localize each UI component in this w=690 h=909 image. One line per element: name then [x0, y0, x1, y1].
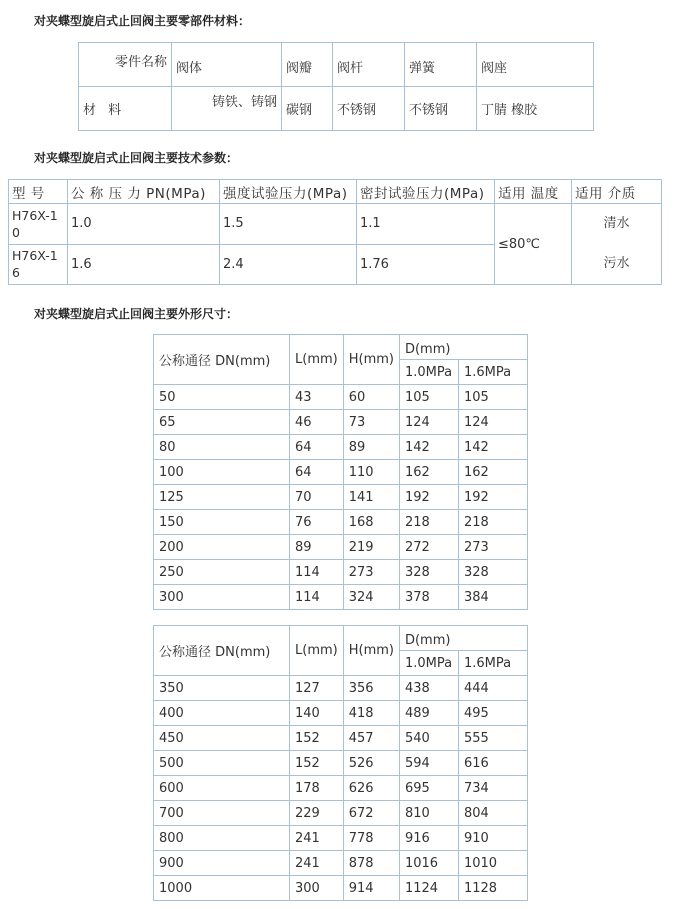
- diameter-1-0-cell: 142: [399, 435, 458, 460]
- pressure-1-0-header: 1.0MPa: [399, 651, 458, 676]
- material-seat: 丁腈 橡胶: [477, 87, 594, 131]
- seal-test-cell: 1.76: [357, 244, 495, 285]
- temperature-header: 适用 温度: [495, 180, 572, 204]
- material-body: 铸铁、铸钢: [172, 87, 282, 131]
- diameter-1-6-cell: 444: [458, 676, 527, 701]
- dn-cell: 50: [154, 385, 290, 410]
- diameter-1-6-cell: 910: [458, 826, 527, 851]
- material-stem: 不锈钢: [333, 87, 405, 131]
- part-seat-header: 阀座: [477, 43, 594, 87]
- tech-row: [9, 204, 662, 245]
- length-cell: 152: [290, 751, 344, 776]
- part-stem-header: 阀杆: [333, 43, 405, 87]
- dn-cell: 300: [154, 585, 290, 610]
- length-cell: 114: [290, 560, 344, 585]
- dn-cell: 400: [154, 701, 290, 726]
- seal-test-cell: 1.1: [357, 204, 495, 245]
- height-cell: 73: [343, 410, 399, 435]
- nominal-pressure-header: 公 称 压 力 PN(MPa): [68, 180, 220, 204]
- pressure-1-6-header: 1.6MPa: [458, 360, 527, 385]
- height-cell: 672: [343, 801, 399, 826]
- length-cell: 152: [290, 726, 344, 751]
- dimensions-table-small: [153, 334, 528, 610]
- height-cell: 219: [343, 535, 399, 560]
- height-cell: 60: [343, 385, 399, 410]
- table-row: [154, 701, 528, 726]
- length-cell: 241: [290, 851, 344, 876]
- part-disc-header: 阀瓣: [282, 43, 333, 87]
- dn-header: 公称通径 DN(mm): [154, 335, 290, 385]
- table-row: [154, 410, 528, 435]
- table-row: [154, 876, 528, 901]
- diameter-1-6-cell: 734: [458, 776, 527, 801]
- dn-cell: 600: [154, 776, 290, 801]
- diameter-1-6-cell: 384: [458, 585, 527, 610]
- table-row: [154, 726, 528, 751]
- dn-cell: 1000: [154, 876, 290, 901]
- dn-cell: 80: [154, 435, 290, 460]
- flange-diameter-header: D(mm): [399, 335, 527, 360]
- diameter-1-0-cell: 594: [399, 751, 458, 776]
- height-cell: 878: [343, 851, 399, 876]
- dimensions-heading: 对夹蝶型旋启式止回阀主要外形尺寸：: [34, 307, 239, 321]
- dn-cell: 100: [154, 460, 290, 485]
- table-row: [154, 676, 528, 701]
- dn-cell: 250: [154, 560, 290, 585]
- tech-heading: 对夹蝶型旋启式止回阀主要技术参数：: [34, 151, 239, 165]
- length-cell: 300: [290, 876, 344, 901]
- length-header: L(mm): [290, 626, 344, 676]
- part-spring-header: 弹簧: [405, 43, 477, 87]
- table-row: [154, 510, 528, 535]
- length-cell: 114: [290, 585, 344, 610]
- diameter-1-0-cell: 1016: [399, 851, 458, 876]
- diameter-1-0-cell: 218: [399, 510, 458, 535]
- diameter-1-0-cell: 695: [399, 776, 458, 801]
- diameter-1-6-cell: 616: [458, 751, 527, 776]
- diameter-1-0-cell: 378: [399, 585, 458, 610]
- length-cell: 76: [290, 510, 344, 535]
- medium-sewage: 污水: [603, 256, 630, 271]
- diameter-1-6-cell: 124: [458, 410, 527, 435]
- length-cell: 46: [290, 410, 344, 435]
- dn-cell: 350: [154, 676, 290, 701]
- diameter-1-0-cell: 540: [399, 726, 458, 751]
- length-cell: 89: [290, 535, 344, 560]
- diameter-1-6-cell: 105: [458, 385, 527, 410]
- strength-test-cell: 1.5: [220, 204, 357, 245]
- dn-cell: 500: [154, 751, 290, 776]
- materials-value-row: [79, 87, 594, 131]
- diameter-1-6-cell: 555: [458, 726, 527, 751]
- diameter-1-6-cell: 273: [458, 535, 527, 560]
- diameter-1-6-cell: 218: [458, 510, 527, 535]
- height-cell: 526: [343, 751, 399, 776]
- dn-cell: 450: [154, 726, 290, 751]
- diameter-1-0-cell: 1124: [399, 876, 458, 901]
- length-cell: 43: [290, 385, 344, 410]
- height-cell: 273: [343, 560, 399, 585]
- diameter-1-6-cell: 142: [458, 435, 527, 460]
- height-cell: 626: [343, 776, 399, 801]
- height-cell: 89: [343, 435, 399, 460]
- material-spring: 不锈钢: [405, 87, 477, 131]
- diameter-1-6-cell: 495: [458, 701, 527, 726]
- diameter-1-0-cell: 192: [399, 485, 458, 510]
- tech-params-table: [8, 179, 662, 285]
- model-header: 型 号: [9, 180, 68, 204]
- height-header: H(mm): [343, 626, 399, 676]
- height-cell: 457: [343, 726, 399, 751]
- height-header: H(mm): [343, 335, 399, 385]
- material-disc: 碳钢: [282, 87, 333, 131]
- height-cell: 324: [343, 585, 399, 610]
- table-row: [154, 851, 528, 876]
- table-row: [154, 435, 528, 460]
- table-row: [154, 535, 528, 560]
- dn-cell: 150: [154, 510, 290, 535]
- part-name-header: 零件名称: [79, 43, 172, 87]
- strength-test-cell: 2.4: [220, 244, 357, 285]
- dim-header-row: [154, 626, 528, 651]
- table-row: [154, 560, 528, 585]
- length-cell: 229: [290, 801, 344, 826]
- dimensions-table-large: [153, 625, 528, 901]
- table-row: [154, 585, 528, 610]
- diameter-1-0-cell: 438: [399, 676, 458, 701]
- dn-cell: 700: [154, 801, 290, 826]
- dim-header-row: [154, 335, 528, 360]
- dn-header: 公称通径 DN(mm): [154, 626, 290, 676]
- materials-heading: 对夹蝶型旋启式止回阀主要零部件材料：: [34, 14, 251, 28]
- length-cell: 64: [290, 435, 344, 460]
- height-cell: 418: [343, 701, 399, 726]
- dn-cell: 65: [154, 410, 290, 435]
- flange-diameter-header: D(mm): [399, 626, 527, 651]
- diameter-1-0-cell: 162: [399, 460, 458, 485]
- length-cell: 140: [290, 701, 344, 726]
- length-cell: 241: [290, 826, 344, 851]
- length-cell: 70: [290, 485, 344, 510]
- length-cell: 64: [290, 460, 344, 485]
- nominal-pressure-cell: 1.6: [68, 244, 220, 285]
- diameter-1-6-cell: 1010: [458, 851, 527, 876]
- dn-cell: 900: [154, 851, 290, 876]
- height-cell: 110: [343, 460, 399, 485]
- length-cell: 127: [290, 676, 344, 701]
- diameter-1-6-cell: 162: [458, 460, 527, 485]
- diameter-1-6-cell: 328: [458, 560, 527, 585]
- model-cell: H76X-16: [9, 244, 68, 285]
- temperature-cell: ≤80℃: [495, 204, 572, 285]
- pressure-1-0-header: 1.0MPa: [399, 360, 458, 385]
- table-row: [154, 751, 528, 776]
- height-cell: 356: [343, 676, 399, 701]
- dn-cell: 800: [154, 826, 290, 851]
- tech-header-row: [9, 180, 662, 204]
- materials-table: [78, 42, 594, 131]
- diameter-1-0-cell: 489: [399, 701, 458, 726]
- pressure-1-6-header: 1.6MPa: [458, 651, 527, 676]
- dn-cell: 125: [154, 485, 290, 510]
- strength-test-header: 强度试验压力(MPa): [220, 180, 357, 204]
- diameter-1-0-cell: 328: [399, 560, 458, 585]
- dn-cell: 200: [154, 535, 290, 560]
- table-row: [154, 826, 528, 851]
- table-row: [154, 776, 528, 801]
- table-row: [154, 460, 528, 485]
- material-row-label: 材 料: [79, 87, 172, 131]
- nominal-pressure-cell: 1.0: [68, 204, 220, 245]
- diameter-1-6-cell: 1128: [458, 876, 527, 901]
- seal-test-header: 密封试验压力(MPa): [357, 180, 495, 204]
- diameter-1-6-cell: 804: [458, 801, 527, 826]
- diameter-1-0-cell: 272: [399, 535, 458, 560]
- medium-clean-water: 清水: [603, 216, 630, 231]
- height-cell: 778: [343, 826, 399, 851]
- height-cell: 914: [343, 876, 399, 901]
- materials-header-row: [79, 43, 594, 87]
- medium-header: 适用 介质: [572, 180, 662, 204]
- part-body-header: 阀体: [172, 43, 282, 87]
- length-cell: 178: [290, 776, 344, 801]
- diameter-1-6-cell: 192: [458, 485, 527, 510]
- model-cell: H76X-10: [9, 204, 68, 245]
- diameter-1-0-cell: 105: [399, 385, 458, 410]
- diameter-1-0-cell: 810: [399, 801, 458, 826]
- medium-cell: [572, 204, 662, 285]
- table-row: [154, 801, 528, 826]
- table-row: [154, 485, 528, 510]
- height-cell: 168: [343, 510, 399, 535]
- diameter-1-0-cell: 916: [399, 826, 458, 851]
- table-row: [154, 385, 528, 410]
- length-header: L(mm): [290, 335, 344, 385]
- height-cell: 141: [343, 485, 399, 510]
- diameter-1-0-cell: 124: [399, 410, 458, 435]
